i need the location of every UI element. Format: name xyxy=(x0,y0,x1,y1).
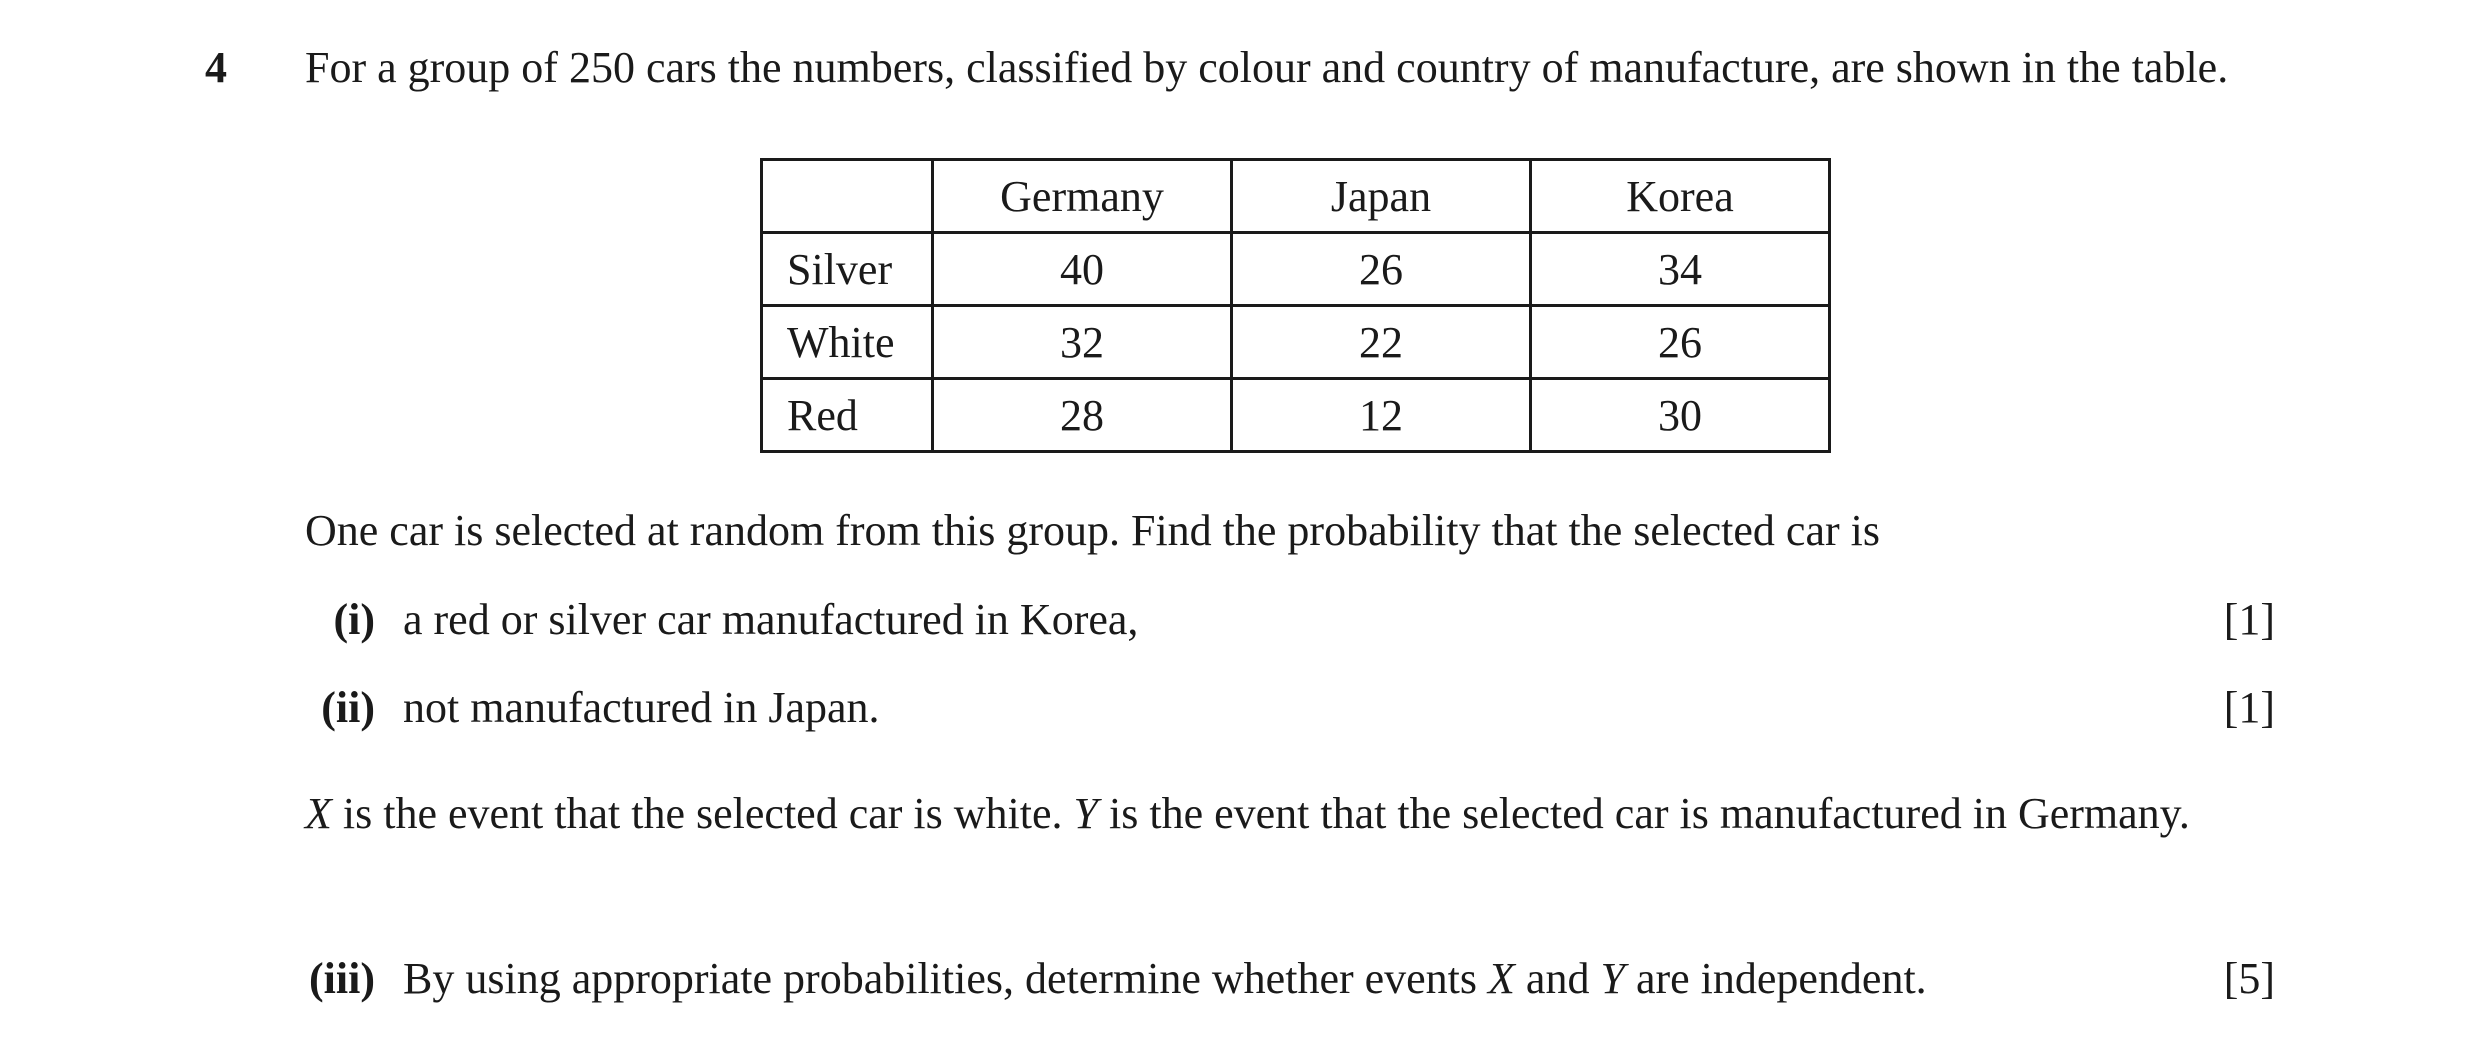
table-row xyxy=(762,379,1830,452)
part-iii-text xyxy=(403,951,1927,1006)
part-ii xyxy=(0,680,2275,736)
event-y-text: is the event that the selected car is manufactured in Germany. xyxy=(1098,789,2190,838)
event-y-symbol: Y xyxy=(1073,789,1098,838)
table-cell: 26 xyxy=(1531,306,1830,379)
events-definition xyxy=(305,786,2275,841)
part-ii-label: (ii) xyxy=(321,683,375,732)
table-cell: 40 xyxy=(933,233,1232,306)
row-label-silver: Silver xyxy=(762,233,933,306)
table-cell: 28 xyxy=(933,379,1232,452)
table-cell: 12 xyxy=(1232,379,1531,452)
cars-table xyxy=(760,158,1831,453)
part-iii-marks: [5] xyxy=(2223,954,2275,1003)
part-iii-x-symbol: X xyxy=(1488,954,1515,1003)
table-header-row xyxy=(762,160,1830,233)
row-label-red: Red xyxy=(762,379,933,452)
part-iii-y-symbol: Y xyxy=(1600,954,1625,1003)
table-cell: 30 xyxy=(1531,379,1830,452)
part-ii-text: not manufactured in Japan. xyxy=(403,683,880,732)
table-row xyxy=(762,233,1830,306)
question-intro: For a group of 250 cars the numbers, classified by colour and country of manufacture, are shown in the table. xyxy=(305,43,2229,92)
table-cell: 22 xyxy=(1232,306,1531,379)
part-iii-text-after: are independent. xyxy=(1624,954,1927,1003)
question-number: 4 xyxy=(205,43,227,92)
part-iii-label: (iii) xyxy=(309,954,375,1003)
table-cell: 32 xyxy=(933,306,1232,379)
table-cell: 34 xyxy=(1531,233,1830,306)
event-x-symbol: X xyxy=(305,789,332,838)
part-i-label: (i) xyxy=(333,595,375,644)
column-header-korea: Korea xyxy=(1531,160,1830,233)
row-label-white: White xyxy=(762,306,933,379)
part-i xyxy=(0,592,2275,648)
table-row xyxy=(762,306,1830,379)
table-corner-cell xyxy=(762,160,933,233)
event-x-text: is the event that the selected car is white. xyxy=(331,789,1074,838)
selection-text: One car is selected at random from this group. Find the probability that the selected car is xyxy=(305,506,1880,555)
column-header-germany: Germany xyxy=(933,160,1232,233)
part-i-text: a red or silver car manufactured in Korea, xyxy=(403,595,1139,644)
part-i-marks: [1] xyxy=(2223,595,2275,644)
part-iii xyxy=(0,951,2275,1007)
column-header-japan: Japan xyxy=(1232,160,1531,233)
part-iii-and: and xyxy=(1514,954,1601,1003)
table-cell: 26 xyxy=(1232,233,1531,306)
part-iii-text-before: By using appropriate probabilities, determine whether events xyxy=(403,954,1489,1003)
part-ii-marks: [1] xyxy=(2223,683,2275,732)
